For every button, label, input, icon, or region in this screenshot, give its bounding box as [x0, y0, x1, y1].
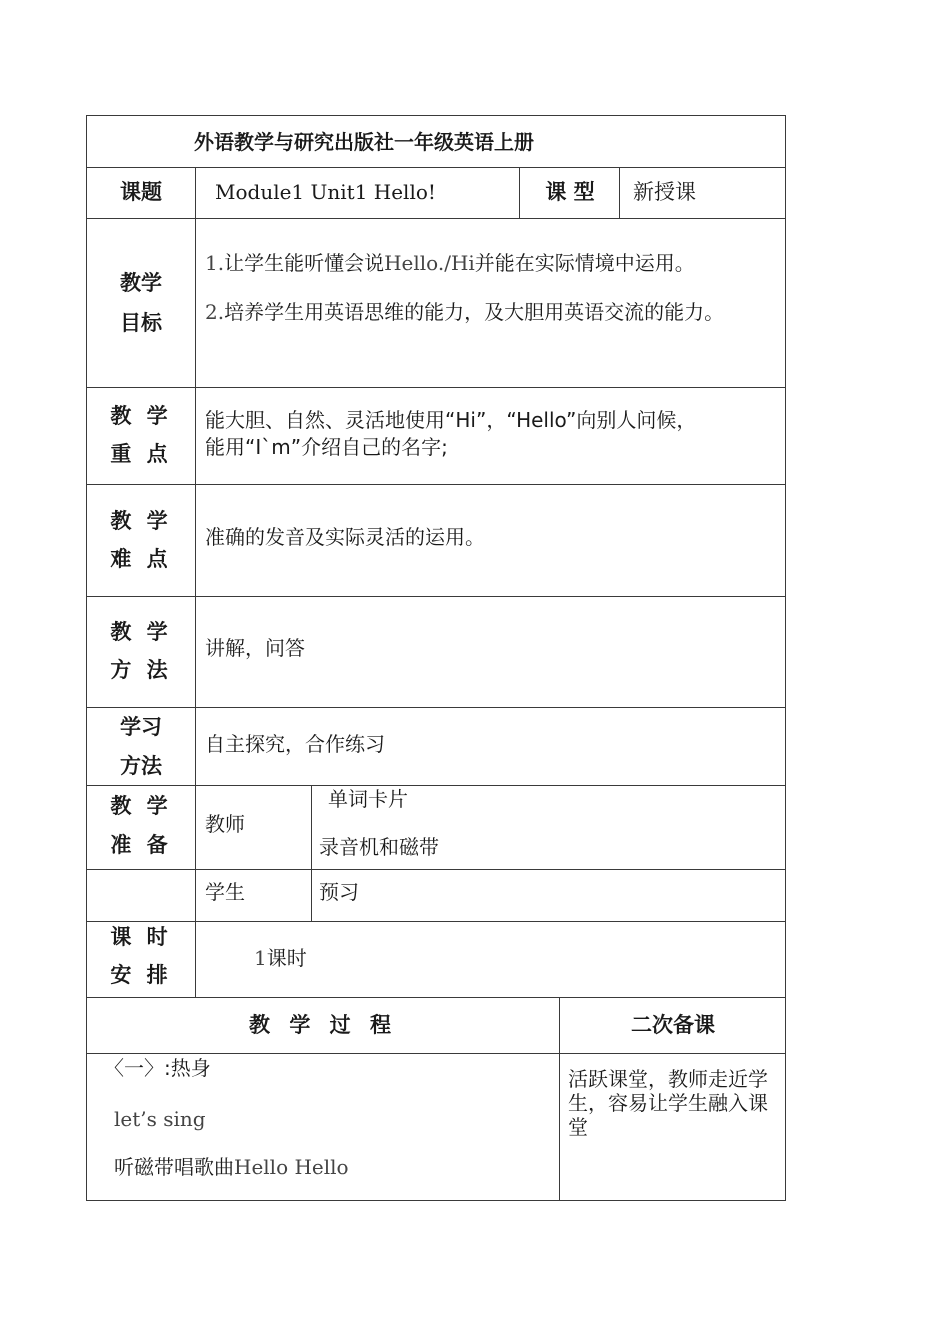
- objective-item-1-text-a: 让学生能听懂会说: [224, 251, 385, 275]
- schedule-number: 1: [254, 946, 267, 970]
- topic-value: Module1 Unit1 Hello!: [215, 180, 436, 204]
- methods-text: 讲解，问答: [205, 636, 305, 660]
- objectives-label: [86, 263, 196, 343]
- warmup-step-line-2: [114, 1154, 349, 1180]
- objective-item-2-text: 培养学生用英语思维的能力，及大胆用英语交流的能力。: [224, 300, 725, 324]
- objectives-label-line-1: 教学: [120, 271, 162, 295]
- objectives-label-line-2: 目标: [120, 311, 162, 335]
- preparation-label: [86, 787, 196, 865]
- difficulties-label-line-2: 难 点: [110, 547, 172, 571]
- preparation-label-line-2: 准 备: [110, 833, 172, 857]
- objective-item-1-english: Hello./Hi: [384, 251, 475, 275]
- type-value: 新授课: [633, 180, 696, 204]
- type-label: 课 型: [545, 180, 595, 204]
- key-points-label-line-1: 教 学: [110, 404, 172, 428]
- warmup-step-line-1: let’s sing: [114, 1107, 206, 1131]
- key-points-label-line-2: 重 点: [110, 442, 172, 466]
- methods-label-line-1: 教 学: [110, 620, 172, 644]
- difficulties-label-line-1: 教 学: [110, 509, 172, 533]
- topic-label: 课题: [120, 180, 162, 204]
- secondary-prep-note: 活跃课堂，教师走近学生，容易让学生融入课堂: [568, 1067, 768, 1139]
- schedule-text: [254, 945, 307, 971]
- warmup-step-line-2-cn: 听磁带唱歌曲: [114, 1155, 234, 1179]
- warmup-step-title: 〈一〉:热身: [104, 1056, 211, 1080]
- objective-item-2-number: 2.: [205, 300, 225, 324]
- learning-methods-text: 自主探究，合作练习: [205, 732, 385, 756]
- objective-item-1-number: 1.: [205, 251, 225, 275]
- objective-item-1-text-b: 并能在实际情境中运用。: [474, 251, 695, 275]
- page-title: 外语教学与研究出版社一年级英语上册: [194, 130, 534, 154]
- student-label: 学生: [205, 880, 245, 904]
- methods-label-line-2: 方 法: [110, 658, 172, 682]
- learning-methods-label-line-2: 方法: [120, 754, 162, 778]
- schedule-label: [86, 918, 196, 994]
- key-points-line-2: 能用“I`m”介绍自己的名字;: [205, 435, 448, 459]
- warmup-step-line-2-en: Hello Hello: [234, 1155, 349, 1179]
- schedule-label-line-1: 课 时: [110, 925, 172, 949]
- schedule-unit: 课时: [266, 946, 307, 970]
- teacher-item-1: 单词卡片: [328, 787, 408, 811]
- learning-methods-label: [86, 708, 196, 786]
- difficulties-label: [86, 502, 196, 578]
- student-item: 预习: [319, 880, 359, 904]
- secondary-prep-header: 二次备课: [631, 1013, 715, 1037]
- objective-item-1: [205, 250, 775, 276]
- methods-label: [86, 613, 196, 689]
- objective-item-2: [205, 299, 780, 325]
- key-points-line-1: 能大胆、自然、灵活地使用“Hi”，“Hello”向别人问候，: [205, 408, 697, 432]
- learning-methods-label-line-1: 学习: [120, 715, 162, 739]
- process-header: 教 学 过 程: [249, 1013, 397, 1037]
- teacher-item-2: 录音机和磁带: [319, 835, 439, 859]
- teacher-label: 教师: [205, 812, 245, 836]
- preparation-label-line-1: 教 学: [110, 794, 172, 818]
- difficulties-text: 准确的发音及实际灵活的运用。: [205, 525, 485, 549]
- schedule-label-line-2: 安 排: [110, 963, 172, 987]
- key-points-label: [86, 397, 196, 473]
